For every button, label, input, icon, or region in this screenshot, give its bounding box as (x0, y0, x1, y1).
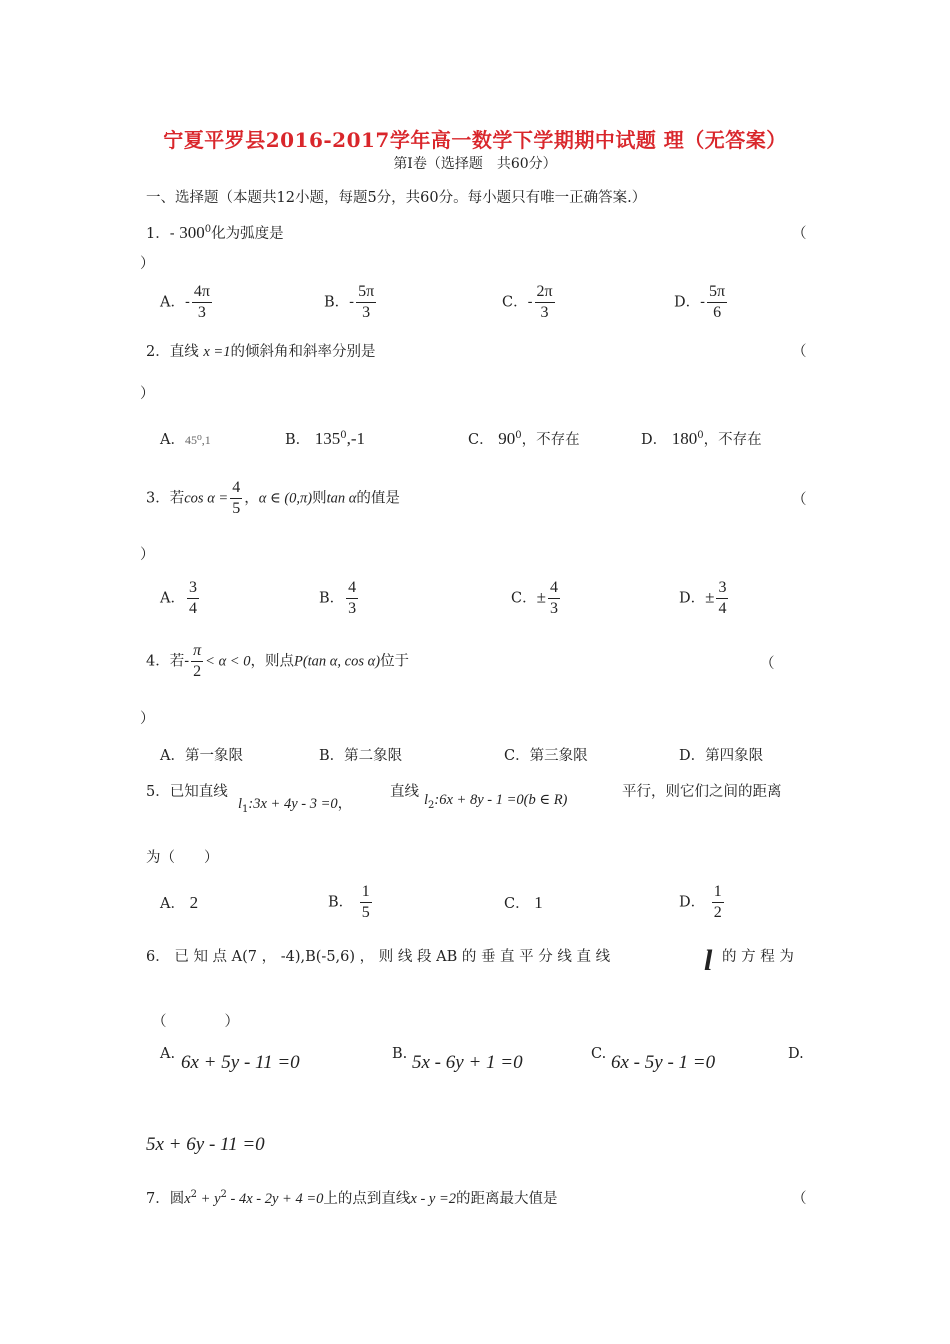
q6-option-a-label[interactable]: A. (160, 1046, 176, 1062)
q2-option-c[interactable]: C． $90^0$，不存在 (468, 429, 580, 448)
q1-option-c[interactable]: C．- $\frac{2\pi}{3}$ (502, 283, 553, 321)
q1-option-a[interactable]: A．- $\frac{4\pi}{3}$ (160, 283, 210, 321)
q2-option-d[interactable]: D． $180^0$，不存在 (641, 429, 762, 448)
q4-option-a[interactable]: A．第一象限 (160, 748, 243, 764)
q6-option-d[interactable]: 5x + 6y - 11 =0 (146, 1134, 265, 1155)
q6-option-b-label[interactable]: B. (392, 1046, 408, 1062)
q5-parallel-text: 平行，则它们之间的距离 (622, 784, 782, 800)
q5-line-1: $l_1:3x + 4y - 3 =0$， (238, 796, 353, 815)
q4-option-b[interactable]: B．第二象限 (319, 748, 403, 764)
q3-option-d[interactable]: D．± $\frac{3}{4}$ (679, 579, 727, 617)
q7-open-paren: （ (792, 1191, 807, 1207)
question-6: 6． 已 知 点 A(7 ， -4),B(-5,6) ， 则 线 段 AB 的 垂 直 平 分 线 直 线 (146, 949, 611, 965)
q5-option-a[interactable]: A． 2 (160, 893, 199, 912)
q4-close-paren: ） (140, 711, 155, 727)
q5-option-b[interactable]: B． $\frac{1}{5}$ (328, 883, 370, 921)
q1-option-b[interactable]: B．- $\frac{5\pi}{3}$ (324, 283, 375, 321)
page-title: 宁夏平罗县2016-2017学年高一数学下学期期中试题 理（无答案） (163, 128, 787, 152)
q2-close-paren: ） (140, 386, 155, 402)
question-3: 3．若cos α = $\frac{4}{5}$ ，α ∈ (0,π)则tan α的值是 (146, 479, 400, 517)
q5-line-text: 直线 (390, 784, 419, 800)
q5-option-c[interactable]: C． 1 (504, 893, 543, 912)
q3-open-paren: （ (792, 492, 807, 508)
q6-line-symbol: l (704, 944, 713, 977)
q6-option-d-label[interactable]: D. (788, 1046, 804, 1062)
q3-option-b[interactable]: B． $\frac{4}{3}$ (319, 579, 357, 617)
question-4: 4．若- $\frac{\pi}{2}$ < α < 0，则点P(tan α, cos α)位于 (146, 642, 410, 680)
q2-option-b[interactable]: B． $135^0,-1$ (285, 429, 366, 448)
q5-continuation: 为（ ） (146, 850, 219, 866)
q4-open-paren: （ (760, 656, 775, 672)
q6-paren: （ ） (152, 1014, 239, 1030)
question-5: 5．已知直线 (146, 784, 228, 800)
q6-option-a[interactable]: 6x + 5y - 11 =0 (181, 1052, 300, 1073)
question-1: 1．- $300^0$化为弧度是 (146, 223, 284, 242)
q6-option-c[interactable]: 6x - 5y - 1 =0 (611, 1052, 716, 1073)
q6-option-b[interactable]: 5x - 6y + 1 =0 (412, 1052, 523, 1073)
q2-open-paren: （ (792, 344, 807, 360)
section-heading: 一、选择题（本题共12小题，每题5分，共60分。每小题只有唯一正确答案.） (146, 190, 647, 206)
q3-option-a[interactable]: A． $\frac{3}{4}$ (160, 579, 197, 617)
q4-option-c[interactable]: C．第三象限 (504, 748, 588, 764)
q6-text-end: 的 方 程 为 (722, 949, 794, 965)
q6-option-c-label[interactable]: C. (591, 1046, 607, 1062)
question-7: 7．圆$x^2 + y^2 - 4x - 2y + 4 =0$上的点到直线x - y =2的距离最大值是 (146, 1189, 558, 1207)
q1-open-paren: （ (792, 226, 807, 242)
q5-line-2: $l_2:6x + 8y - 1 =0(b$ ∈ R) (424, 792, 568, 811)
volume-heading: 第Ⅰ卷（选择题 共60分） (393, 156, 557, 172)
question-2: 2．直线 x =1的倾斜角和斜率分别是 (146, 344, 376, 360)
q5-option-d[interactable]: D． $\frac{1}{2}$ (679, 883, 722, 921)
q1-option-d[interactable]: D．- $\frac{5\pi}{6}$ (674, 283, 726, 321)
q3-option-c[interactable]: C．± $\frac{4}{3}$ (511, 579, 558, 617)
q1-close-paren: ） (140, 256, 155, 272)
q2-option-a[interactable]: A．45⁰,1 (160, 432, 211, 448)
q4-option-d[interactable]: D．第四象限 (679, 748, 764, 764)
q3-close-paren: ） (140, 547, 155, 563)
